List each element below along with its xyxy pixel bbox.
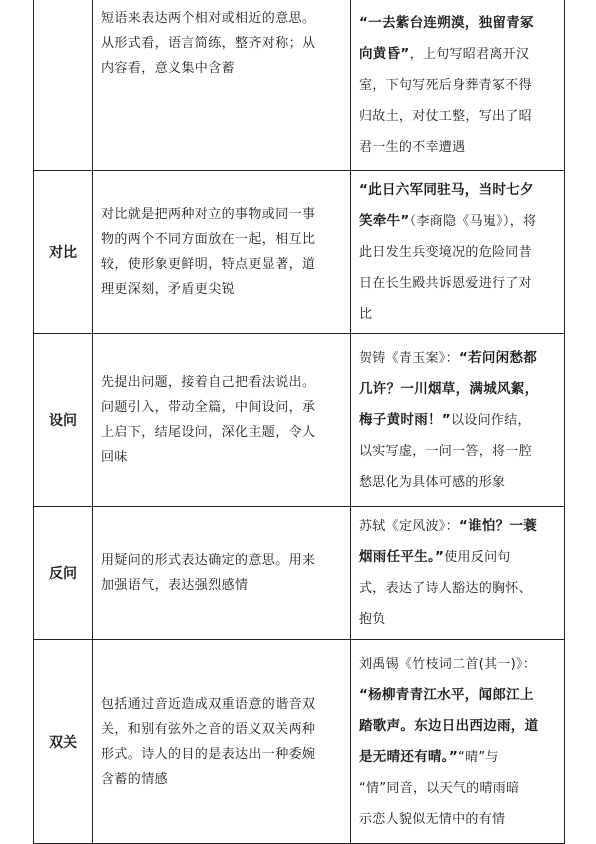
example-line bbox=[359, 467, 560, 498]
example-line bbox=[359, 374, 560, 405]
definition-cell bbox=[93, 334, 351, 506]
example-line bbox=[359, 175, 560, 206]
example-line bbox=[359, 680, 560, 711]
definition-line: 关，和别有弦外之音的语义双关两种 bbox=[101, 721, 316, 737]
term-cell bbox=[34, 0, 93, 170]
example-line bbox=[359, 39, 560, 70]
definition-line: 问题引入，带动全篇，中间设问，承 bbox=[101, 400, 316, 415]
example-line bbox=[359, 405, 560, 436]
example-line bbox=[359, 268, 560, 299]
definition-line: 包括通过音近造成双重语意的谐音双 bbox=[101, 696, 316, 712]
example-line bbox=[359, 70, 560, 101]
example-cell bbox=[351, 507, 564, 639]
definition-line: 内容看，意义集中含蓄 bbox=[101, 61, 236, 76]
definition-line: 用疑问的形式表达确定的意思。用来 bbox=[101, 553, 316, 568]
quote-text: 是无晴还有晴。” bbox=[359, 748, 459, 765]
commentary-text: ，上句写昭君离开汉 bbox=[409, 46, 530, 62]
commentary-text: 刘禹锡《竹枝词二首(其一)》： bbox=[359, 656, 537, 672]
commentary-text: 归故土，对仗工整，写出了昭 bbox=[359, 108, 532, 124]
example-line bbox=[359, 773, 560, 804]
table-row bbox=[34, 639, 564, 843]
commentary-text: 日在长生殿共诉恩爱进行了对 bbox=[359, 275, 532, 291]
definition-line: 短语来表达两个相对或相近的意思。 bbox=[101, 11, 316, 26]
commentary-text: 式，表达了诗人豁达的胸怀、 bbox=[359, 581, 532, 596]
commentary-text: 室，下句写死后身葬青冢不得 bbox=[359, 77, 532, 93]
example-line bbox=[359, 573, 560, 604]
example-line bbox=[359, 206, 560, 237]
commentary-text: 愁思化为具体可感的形象 bbox=[359, 474, 506, 490]
definition-cell bbox=[93, 640, 351, 843]
commentary-text: （李商隐《马嵬》），将 bbox=[409, 213, 537, 229]
commentary-text: 比 bbox=[359, 306, 373, 322]
table-row bbox=[34, 333, 564, 506]
quote-text: 几许？一川烟草，满城风絮， bbox=[359, 380, 539, 397]
quote-text: 烟雨任平生。” bbox=[359, 549, 445, 565]
example-line bbox=[359, 804, 560, 835]
example-line bbox=[359, 542, 560, 573]
example-line bbox=[359, 237, 560, 268]
definition-cell bbox=[93, 171, 351, 333]
term-cell: 对比 bbox=[34, 171, 93, 333]
example-line bbox=[359, 101, 560, 132]
definition-line: 加强语气，表达强烈感情 bbox=[101, 578, 249, 593]
definition-line: 形式。诗人的目的是表达出一种委婉 bbox=[101, 746, 316, 762]
definition-cell bbox=[93, 507, 351, 639]
definition-line: 回味 bbox=[101, 450, 128, 465]
commentary-text: 此日发生兵变境况的危险同昔 bbox=[359, 244, 532, 260]
example-line bbox=[359, 436, 560, 467]
example-line bbox=[359, 299, 560, 330]
quote-text: “杨柳青青江水平，闻郎江上 bbox=[359, 686, 534, 703]
commentary-text: 以设问作结， bbox=[450, 412, 531, 428]
quote-text: “此日六军同驻马，当时七夕 bbox=[359, 181, 534, 198]
quote-text: “谁怕？一蓑 bbox=[458, 518, 538, 534]
commentary-text: 使用反问句 bbox=[444, 550, 511, 565]
definition-cell bbox=[93, 0, 351, 170]
definition-line: 对比就是把两种对立的事物或同一事 bbox=[101, 207, 316, 222]
definition-line: 理更深刻，矛盾更尖锐 bbox=[101, 282, 236, 297]
example-line bbox=[359, 711, 560, 742]
example-line bbox=[359, 604, 560, 635]
definition-line: 先提出问题，接着自己把看法说出。 bbox=[101, 375, 316, 390]
commentary-text: 示恋人貌似无情中的有情 bbox=[359, 811, 506, 827]
definition-line: 上启下，结尾设问，深化主题，令人 bbox=[101, 425, 316, 440]
quote-text: 笑牵牛” bbox=[359, 212, 410, 229]
quote-text: “若问闲愁都 bbox=[458, 349, 538, 366]
term-cell: 双关 bbox=[34, 640, 93, 843]
table-row bbox=[34, 0, 564, 170]
commentary-text: “晴”与 bbox=[458, 749, 499, 765]
definition-line: 物的两个不同方面放在一起，相互比 bbox=[101, 232, 316, 247]
example-cell bbox=[351, 0, 564, 170]
example-cell bbox=[351, 171, 564, 333]
commentary-text: 君一生的不幸遭遇 bbox=[359, 139, 466, 155]
definition-line: 含蓄的情感 bbox=[101, 771, 169, 787]
example-line bbox=[359, 649, 560, 680]
table-row bbox=[34, 170, 564, 333]
rhetoric-table bbox=[33, 0, 565, 844]
quote-text: “一去紫台连朔漠，独留青冢 bbox=[359, 14, 534, 31]
definition-line: 较，使形象更鲜明，特点更显著，道 bbox=[101, 257, 316, 272]
commentary-text: 苏轼《定风波》： bbox=[359, 519, 459, 534]
definition-line: 从形式看，语言简练，整齐对称；从 bbox=[101, 36, 316, 51]
example-line bbox=[359, 742, 560, 773]
commentary-text: “情”同音，以天气的晴雨暗 bbox=[359, 780, 520, 796]
example-line bbox=[359, 8, 560, 39]
example-line bbox=[359, 343, 560, 374]
term-cell: 反问 bbox=[34, 507, 93, 639]
example-line bbox=[359, 132, 560, 163]
quote-text: 踏歌声。东边日出西边雨，道 bbox=[359, 717, 539, 734]
example-cell bbox=[351, 334, 564, 506]
commentary-text: 贺铸《青玉案》： bbox=[359, 350, 459, 366]
quote-text: 梅子黄时雨！” bbox=[359, 411, 451, 428]
term-cell: 设问 bbox=[34, 334, 93, 506]
commentary-text: 以实写虚，一问一答，将一腔 bbox=[359, 443, 532, 459]
example-line bbox=[359, 511, 560, 542]
quote-text: 向黄昏” bbox=[359, 45, 410, 62]
example-cell bbox=[351, 640, 564, 843]
commentary-text: 抱负 bbox=[359, 612, 386, 627]
table-row bbox=[34, 506, 564, 639]
